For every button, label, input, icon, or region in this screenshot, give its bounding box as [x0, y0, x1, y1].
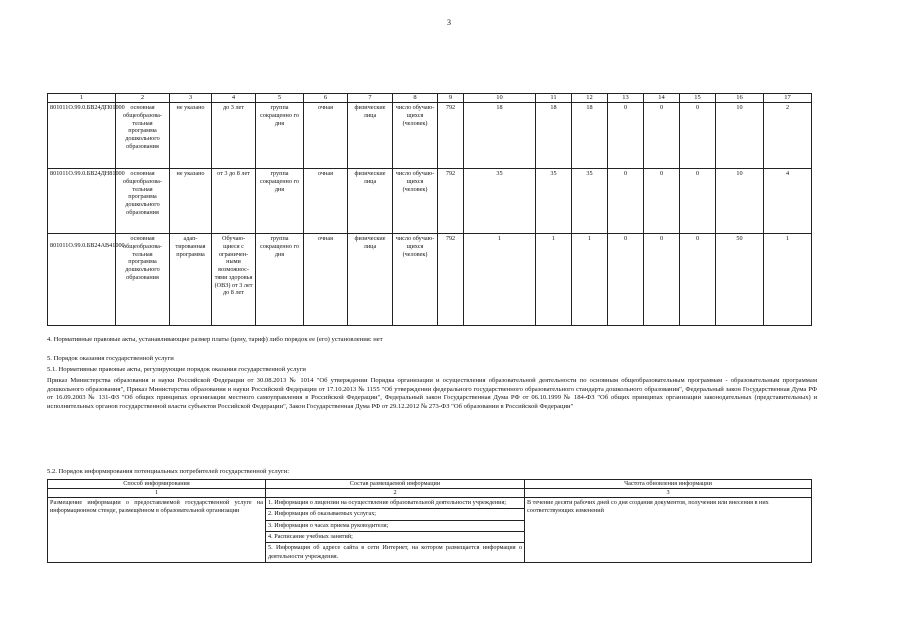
registry-code: 801011О.99.0.БВ24ДН81000: [48, 169, 116, 234]
form-cell: очная: [304, 234, 348, 326]
col-number: 13: [608, 94, 644, 103]
value-cell: 1: [764, 234, 812, 326]
program-type-cell: адап-тированная программа: [170, 234, 212, 326]
form-cell: очная: [304, 169, 348, 234]
indicator-cell: число обучаю-щихся (человек): [393, 169, 438, 234]
value-cell: 35: [536, 169, 572, 234]
category-cell: физические лица: [348, 103, 393, 169]
col-number: 17: [764, 94, 812, 103]
col-number: 11: [536, 94, 572, 103]
group-cell: группа сокращенно го дня: [256, 103, 304, 169]
value-cell: 0: [644, 103, 680, 169]
group-cell: группа сокращенно го дня: [256, 234, 304, 326]
header-content: Состав размещаемой информации: [266, 480, 525, 489]
value-cell: 1: [464, 234, 536, 326]
registry-code: 801011О.99.0.БВ24АВ41000: [48, 234, 116, 326]
col-number: 3: [525, 489, 812, 498]
value-cell: 0: [608, 234, 644, 326]
col-number: 1: [48, 94, 116, 103]
section-4-text: 4. Нормативные правовые акты, устанавливающие размер платы (цену, тариф) либо порядок ее (его) установления: нет: [47, 336, 383, 343]
registry-code: 801011О.99.0.БВ24ДП01000: [48, 103, 116, 169]
info-content-list: [266, 498, 525, 563]
col-number: 12: [572, 94, 608, 103]
col-number: 15: [680, 94, 716, 103]
col-number: 4: [212, 94, 256, 103]
page-number: 3: [447, 18, 451, 27]
col-number: 16: [716, 94, 764, 103]
col-number: 14: [644, 94, 680, 103]
program-type-cell: не указано: [170, 103, 212, 169]
indicator-cell: число обучаю-щихся (человек): [393, 103, 438, 169]
value-cell: 10: [716, 103, 764, 169]
col-number: 9: [438, 94, 464, 103]
program-cell: основная общеобразова-тельная программа дошкольного образования: [116, 234, 170, 326]
value-cell: 35: [464, 169, 536, 234]
section-5-1-title: 5.1. Нормативные правовые акты, регулирующие порядок оказания государственной услуги: [47, 366, 306, 373]
info-frequency: В течение десяти рабочих дней со дня создания документов, получения или внесения в них соответствующих изменений: [525, 498, 812, 563]
info-row: [48, 498, 812, 563]
col-number: 10: [464, 94, 536, 103]
value-cell: 1: [536, 234, 572, 326]
header-method: Способ информирования: [48, 480, 266, 489]
category-cell: физические лица: [348, 169, 393, 234]
value-cell: 35: [572, 169, 608, 234]
value-cell: 0: [644, 169, 680, 234]
col-number: 2: [116, 94, 170, 103]
section-5-1-text: Приказ Министерства образования и науки Российской Федерации от 30.08.2013 № 1014 "Об утверждении Порядка организации и осуществления образовательной деятельности по основным общеобразовательным программам - образовательным программам дошкольного образования", Приказ Министерства образования и науки Российской Федерации от 17.10.2013 № 1155 "Об утверждении федерального государственного образовательного стандарта дошкольного образования", Федеральный закон Государственная Дума РФ от 16.09.2003 № 131-ФЗ "Об общих принципах организации местного самоуправления в Российской Федерации", Федеральный закон Государственная Дума РФ от 06.10.1999 № 184-ФЗ "Об общих принципах организации законодательных (представительных) и исполнительных органов государственной власти субъектов Российской Федерации", Закон Государственная Дума РФ от 29.12.2012 № 273-ФЗ "Об образовании в Российской Федерации": [47, 377, 817, 410]
age-cell: до 3 лет: [212, 103, 256, 169]
okei-code: 792: [438, 169, 464, 234]
col-number: 2: [266, 489, 525, 498]
col-number: 6: [304, 94, 348, 103]
list-item: 3. Информация о часах приема руководителя;: [266, 521, 524, 532]
value-cell: 18: [464, 103, 536, 169]
table-row: [48, 234, 812, 326]
value-cell: 18: [536, 103, 572, 169]
value-cell: 0: [608, 103, 644, 169]
col-number: 8: [393, 94, 438, 103]
list-item: 5. Информация об адресе сайта в сети Интернет, на котором размещается информация о деятельности учреждения.: [268, 544, 522, 560]
list-item: 1. Информация о лицензии на осуществление образовательной деятельности учреждения;: [266, 498, 524, 509]
section-5-title: 5. Порядок оказания государственной услуги: [47, 355, 174, 362]
okei-code: 792: [438, 103, 464, 169]
list-item: 2. Информация об оказываемых услугах;: [266, 509, 524, 520]
info-number-row: [48, 489, 812, 498]
quality-indicators-table: [47, 93, 812, 326]
table-header-row: [48, 94, 812, 103]
value-cell: 10: [716, 169, 764, 234]
value-cell: 2: [764, 103, 812, 169]
value-cell: 0: [608, 169, 644, 234]
age-cell: от 3 до 8 лет: [212, 169, 256, 234]
group-cell: группа сокращенно го дня: [256, 169, 304, 234]
value-cell: 0: [644, 234, 680, 326]
informing-table: [47, 479, 812, 563]
info-header-row: [48, 480, 812, 489]
table-row: [48, 169, 812, 234]
table-row: [48, 103, 812, 169]
header-frequency: Частота обновления информации: [525, 480, 812, 489]
value-cell: 4: [764, 169, 812, 234]
value-cell: 0: [680, 169, 716, 234]
value-cell: 18: [572, 103, 608, 169]
program-cell: основная общеобразова-тельная программа дошкольного образования: [116, 103, 170, 169]
value-cell: 0: [680, 234, 716, 326]
value-cell: 1: [572, 234, 608, 326]
category-cell: физические лица: [348, 234, 393, 326]
value-cell: 0: [680, 103, 716, 169]
age-cell: Обучаю-щиеся с ограничен-ными возможнос-тями здоровья (ОВЗ) от 3 лет до 8 лет: [212, 234, 256, 326]
info-method: Размещение информации о предоставляемой государственной услуге на информационном стенде, размещённом в образовательной организации: [48, 498, 266, 563]
col-number: 7: [348, 94, 393, 103]
form-cell: очная: [304, 103, 348, 169]
col-number: 3: [170, 94, 212, 103]
section-5-2-title: 5.2. Порядок информирования потенциальных потребителей государственной услуги:: [47, 468, 290, 475]
program-type-cell: не указано: [170, 169, 212, 234]
indicator-cell: число обучаю-щихся (человек): [393, 234, 438, 326]
value-cell: 50: [716, 234, 764, 326]
col-number: 5: [256, 94, 304, 103]
okei-code: 792: [438, 234, 464, 326]
program-cell: основная общеобразова-тельная программа дошкольного образования: [116, 169, 170, 234]
col-number: 1: [48, 489, 266, 498]
list-item: 4. Расписание учебных занятий;: [266, 532, 524, 543]
